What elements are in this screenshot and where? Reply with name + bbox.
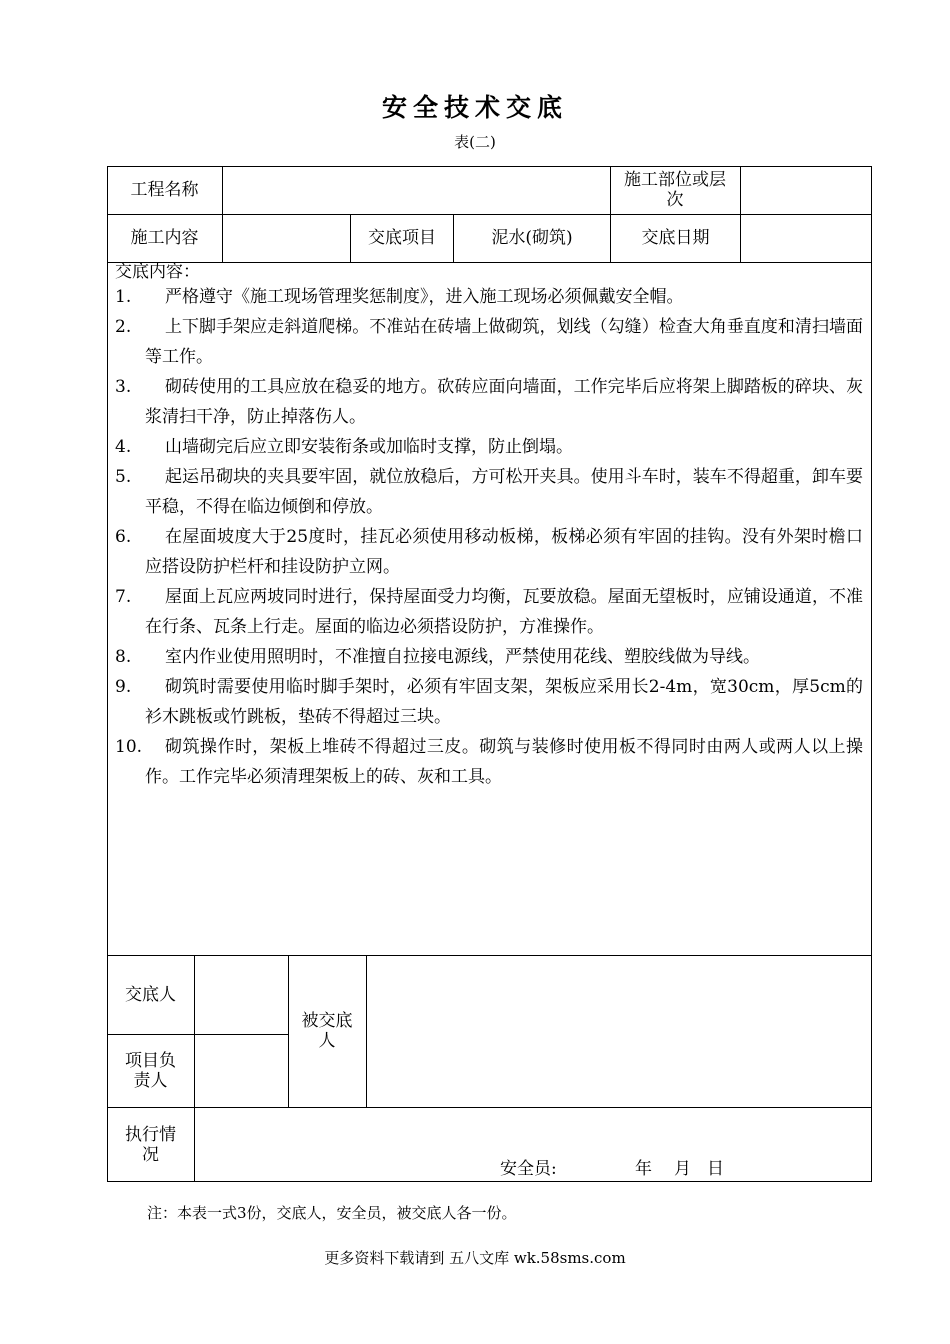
discloser-signature[interactable] <box>195 955 288 1034</box>
list-item: 4. 山墙砌完后应立即安装衔条或加临时支撑，防止倒塌。 <box>115 437 573 457</box>
disclosure-item-value: 泥水(砌筑) <box>491 228 573 248</box>
list-item: 10. 砌筑操作时，架板上堆砖不得超过三皮。砌筑与装修时使用板不得同时由两人或两人以上操作。工作完毕必须清理架板上的砖、灰和工具。 <box>115 737 863 787</box>
project-manager-label: 项目负责人 <box>125 1050 176 1091</box>
location-value[interactable] <box>741 166 872 214</box>
project-manager-signature[interactable] <box>195 1034 288 1107</box>
discloser-label: 交底人 <box>125 984 176 1005</box>
execution-label: 执行情况 <box>125 1124 176 1165</box>
disclosure-content-label: 交底内容： <box>115 262 200 282</box>
content-label: 施工内容 <box>130 228 199 248</box>
project-name-value[interactable] <box>223 166 610 214</box>
recipient-label: 被交底人 <box>301 1011 353 1051</box>
project-name-label: 工程名称 <box>130 180 199 200</box>
document-title: 安全技术交底 <box>381 93 568 122</box>
list-item: 9. 砌筑时需要使用临时脚手架时，必须有牢固支架，架板应采用长2-4m，宽30cm，厚5cm的衫木跳板或竹跳板，垫砖不得超过三块。 <box>115 677 863 727</box>
form-number: 表(二) <box>454 133 496 151</box>
year-label: 年 <box>635 1159 652 1179</box>
list-item: 5. 起运吊砌块的夹具要牢固，就位放稳后，方可松开夹具。使用斗车时，装车不得超重，卸车要平稳，不得在临边倾倒和停放。 <box>115 467 863 517</box>
disclosure-date-value[interactable] <box>741 214 872 262</box>
safety-officer-label: 安全员: <box>500 1159 557 1179</box>
disclosure-date-label: 交底日期 <box>641 228 710 248</box>
content-value[interactable] <box>223 214 350 262</box>
list-item: 6. 在屋面坡度大于25度时，挂瓦必须使用移动板梯，板梯必须有牢固的挂钩。没有外架时檐口应搭设防护栏杆和挂设防护立网。 <box>115 527 863 577</box>
disclosure-content <box>115 262 863 792</box>
list-item: 1. 严格遵守《施工现场管理奖惩制度》，进入施工现场必须佩戴安全帽。 <box>115 287 684 307</box>
list-item: 8. 室内作业使用照明时，不准擅自拉接电源线，严禁使用花线、塑胶线做为导线。 <box>115 647 760 667</box>
list-item: 7. 屋面上瓦应两坡同时进行，保持屋面受力均衡，瓦要放稳。屋面无望板时，应铺设通道，不准在行条、瓦条上行走。屋面的临边必须搭设防护，方准操作。 <box>115 587 863 637</box>
location-label: 施工部位或层次 <box>624 170 726 210</box>
footer-link[interactable]: 更多资料下载请到 五八文库 wk.58sms.com <box>324 1249 626 1267</box>
month-label: 月 <box>674 1159 691 1179</box>
recipient-signature[interactable] <box>367 955 872 1107</box>
list-item: 3. 砌砖使用的工具应放在稳妥的地方。砍砖应面向墙面，工作完毕后应将架上脚踏板的碎块、灰浆清扫干净，防止掉落伤人。 <box>115 377 863 427</box>
form-note: 注：本表一式3份，交底人，安全员，被交底人各一份。 <box>147 1204 517 1222</box>
list-item: 2. 上下脚手架应走斜道爬梯。不准站在砖墙上做砌筑，划线（勾缝）检查大角垂直度和清扫墙面等工作。 <box>115 317 863 367</box>
day-label: 日 <box>707 1159 724 1179</box>
disclosure-item-label: 交底项目 <box>368 228 436 248</box>
